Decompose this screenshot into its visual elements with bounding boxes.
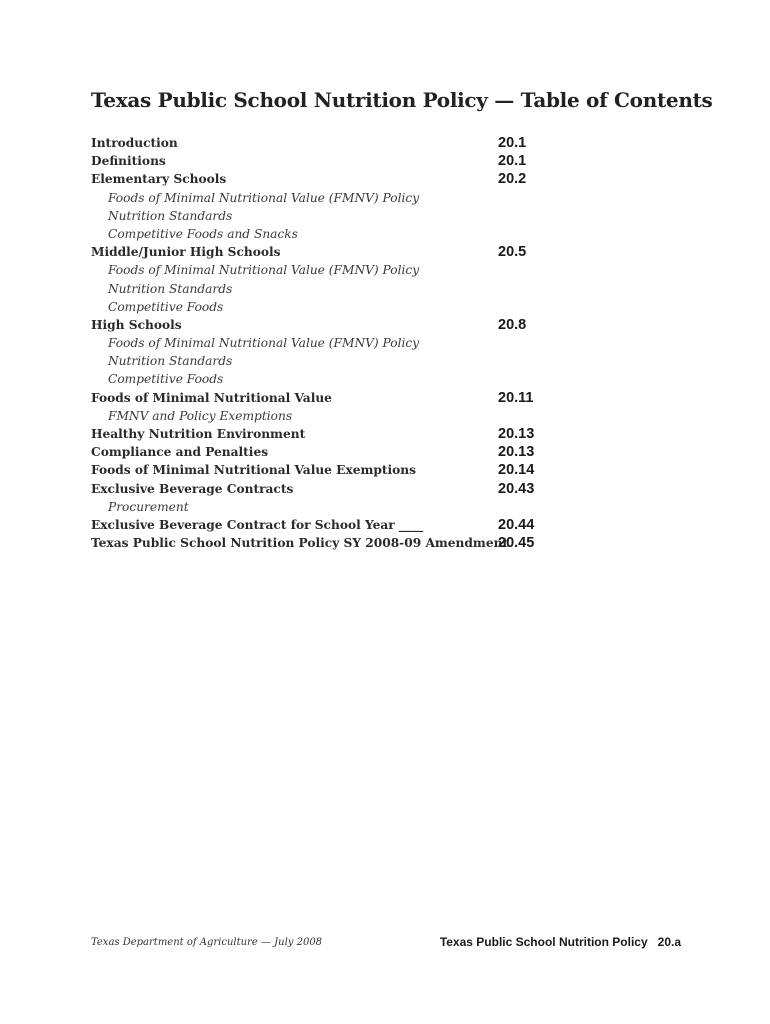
toc-page-number: 20.1 bbox=[498, 153, 527, 170]
toc-subentry bbox=[91, 225, 561, 243]
toc-subentry bbox=[91, 498, 561, 516]
toc-entry-label: Middle/Junior High Schools bbox=[91, 245, 281, 260]
toc-subentry bbox=[91, 280, 561, 298]
toc-page-number: 20.14 bbox=[498, 462, 535, 479]
toc-entry bbox=[91, 170, 561, 188]
toc-subentry bbox=[91, 352, 561, 370]
toc-page-number: 20.2 bbox=[498, 171, 527, 188]
table-of-contents bbox=[91, 134, 561, 552]
toc-entry-label: FMNV and Policy Exemptions bbox=[108, 408, 293, 423]
toc-subentry bbox=[91, 189, 561, 207]
toc-entry-label: Introduction bbox=[91, 136, 178, 150]
toc-page-number: 20.45 bbox=[498, 535, 535, 552]
toc-page-number: 20.1 bbox=[498, 135, 527, 151]
toc-entry bbox=[91, 443, 561, 461]
toc-entry bbox=[91, 152, 561, 170]
toc-page-number: 20.43 bbox=[498, 480, 535, 497]
footer-page-number: 20.a bbox=[657, 935, 681, 949]
toc-entry-label: Foods of Minimal Nutritional Value bbox=[91, 390, 332, 405]
toc-entry-label: High Schools bbox=[91, 317, 182, 332]
toc-page-number: 20.5 bbox=[498, 244, 527, 261]
toc-subentry bbox=[91, 370, 561, 388]
toc-entry bbox=[91, 480, 561, 498]
toc-page-number: 20.13 bbox=[498, 426, 535, 442]
toc-entry bbox=[91, 461, 561, 479]
toc-entry-label: Exclusive Beverage Contracts bbox=[91, 481, 294, 496]
toc-entry bbox=[91, 243, 561, 261]
toc-subentry bbox=[91, 207, 561, 225]
toc-entry-label: Foods of Minimal Nutritional Value Exemptions bbox=[91, 463, 417, 478]
toc-entry-label: Compliance and Penalties bbox=[91, 445, 269, 460]
toc-entry-label: Foods of Minimal Nutritional Value (FMNV) Policy bbox=[108, 336, 420, 351]
toc-entry bbox=[91, 516, 561, 534]
toc-entry-label: Texas Public School Nutrition Policy SY 2008-09 Amendment bbox=[91, 536, 509, 551]
toc-subentry bbox=[91, 334, 561, 352]
toc-entry bbox=[91, 389, 561, 407]
toc-entry bbox=[91, 134, 561, 152]
footer-running-title bbox=[440, 935, 681, 949]
toc-entry-label: Nutrition Standards bbox=[108, 281, 233, 296]
footer-title: Texas Public School Nutrition Policy bbox=[439, 935, 648, 949]
footer-publisher: Texas Department of Agriculture — July 2008 bbox=[91, 937, 323, 948]
toc-entry-label: Nutrition Standards bbox=[108, 354, 233, 369]
toc-page-number: 20.44 bbox=[498, 516, 535, 533]
toc-entry-label: Exclusive Beverage Contract for School Year ____ bbox=[91, 517, 424, 532]
page-footer bbox=[91, 935, 681, 955]
toc-page-number: 20.13 bbox=[498, 444, 535, 461]
toc-entry bbox=[91, 425, 561, 443]
toc-entry-label: Competitive Foods and Snacks bbox=[108, 226, 298, 241]
toc-entry-label: Competitive Foods bbox=[108, 299, 224, 314]
toc-entry bbox=[91, 316, 561, 334]
toc-entry-label: Healthy Nutrition Environment bbox=[91, 427, 306, 441]
toc-entry-label: Definitions bbox=[91, 154, 166, 169]
toc-entry-label: Elementary Schools bbox=[91, 172, 227, 187]
toc-entry-label: Procurement bbox=[108, 499, 189, 514]
toc-entry-label: Foods of Minimal Nutritional Value (FMNV) Policy bbox=[108, 190, 420, 205]
toc-page-number: 20.11 bbox=[498, 389, 534, 406]
toc-subentry bbox=[91, 261, 561, 279]
toc-entry bbox=[91, 534, 561, 552]
toc-page-number: 20.8 bbox=[498, 316, 527, 333]
toc-entry-label: Nutrition Standards bbox=[108, 208, 233, 223]
toc-subentry bbox=[91, 298, 561, 316]
toc-subentry bbox=[91, 407, 561, 425]
page-title: Texas Public School Nutrition Policy — Table of Contents bbox=[91, 88, 713, 112]
toc-entry-label: Foods of Minimal Nutritional Value (FMNV) Policy bbox=[108, 263, 420, 278]
toc-entry-label: Competitive Foods bbox=[108, 372, 224, 387]
